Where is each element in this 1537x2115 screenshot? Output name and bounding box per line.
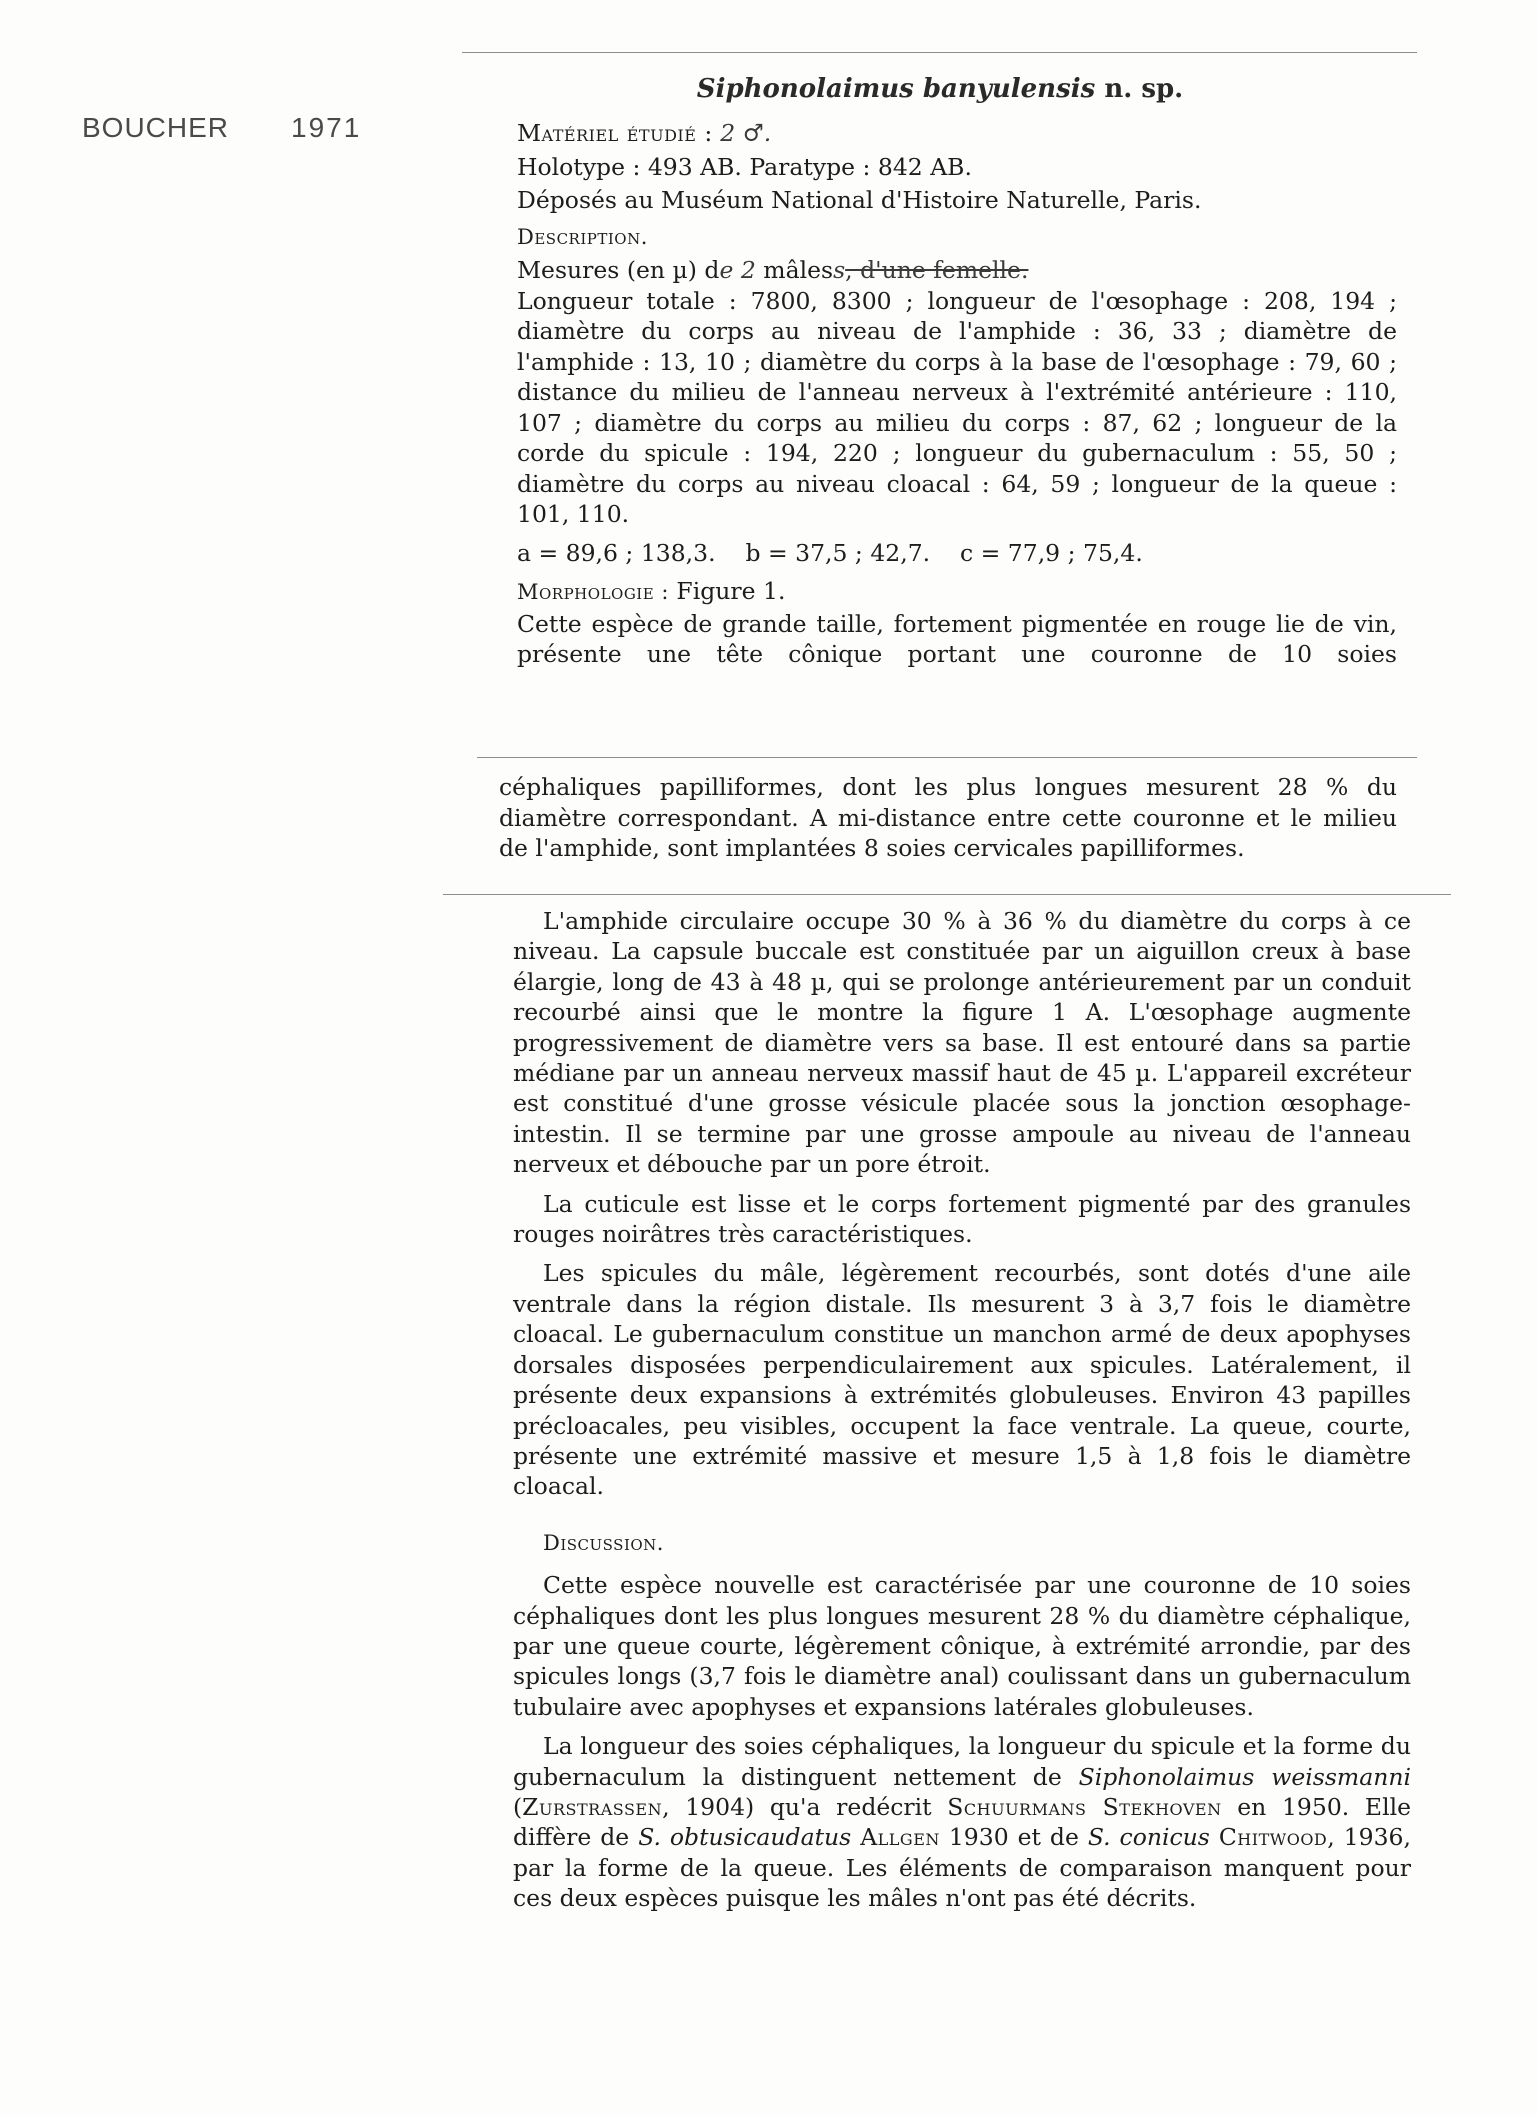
separator-rule-2 bbox=[443, 894, 1451, 895]
measures-handwritten-s: s bbox=[833, 256, 846, 284]
measures-line bbox=[517, 255, 1397, 286]
species-suffix: n. sp. bbox=[1104, 74, 1184, 104]
ratios-line bbox=[517, 538, 1397, 569]
morphology-heading bbox=[517, 576, 1397, 608]
description-heading: Description. bbox=[517, 224, 648, 249]
ratio-b: b = 37,5 ; 42,7. bbox=[745, 538, 931, 567]
author-ref: Schuurmans Stekhoven bbox=[947, 1792, 1222, 1821]
measures-handwritten: e 2 bbox=[719, 256, 756, 284]
author-ref: Chitwood bbox=[1218, 1823, 1328, 1852]
material-line bbox=[517, 118, 1397, 149]
ratio-a: a = 89,6 ; 138,3. bbox=[517, 538, 716, 567]
paragraph-spicules: Les spicules du mâle, légèrement recourbés, sont dotés d'une aile ventrale dans la région distale. Ils mesurent 3 à 3,7 fois le diamètre cloacal. Le gubernaculum constitue un manchon armé de deux apophyses dorsales disposées perpendiculairement aux spicules. Latéralement, il présente deux expansions à extrémités globuleuses. Environ 43 papilles précloacales, peu visibles, occupent la face ventrale. La queue, courte, présente une extrémité massive et mesure 1,5 à 1,8 fois le diamètre cloacal. bbox=[513, 1259, 1411, 1501]
species-ref: S. obtusicaudatus bbox=[638, 1823, 852, 1852]
species-ref: Siphonolaimus weissmanni bbox=[1078, 1762, 1411, 1791]
margin-note bbox=[82, 112, 361, 144]
main-text-block bbox=[513, 906, 1411, 1923]
morphology-continuation: céphaliques papilliformes, dont les plus longues mesurent 28 % du diamètre correspondant. A mi-distance entre cette couronne et le milieu de l'amphide, sont implantées 8 soies cervicales papilliformes. bbox=[499, 773, 1397, 862]
paragraph-cuticle: La cuticule est lisse et le corps fortement pigmenté par des granules rouges noirâtres très caractéristiques. bbox=[513, 1189, 1411, 1249]
top-rule bbox=[462, 52, 1417, 53]
material-value: 2 ♂. bbox=[720, 119, 772, 147]
species-title bbox=[460, 74, 1420, 104]
discussion-text: 1930 et de bbox=[939, 1823, 1088, 1852]
separator-rule-1 bbox=[477, 757, 1417, 758]
author-ref: Zurstrassen bbox=[522, 1792, 663, 1821]
morphology-intro: Cette espèce de grande taille, fortement pigmentée en rouge lie de vin, présente une tête cônique portant une couronne de 10 soies bbox=[517, 609, 1397, 668]
measures-struck: , d'une femelle. bbox=[845, 256, 1029, 284]
material-label: Matériel étudié : bbox=[517, 119, 713, 147]
ratio-c: c = 77,9 ; 75,4. bbox=[960, 538, 1143, 567]
discussion-heading: Discussion. bbox=[543, 1530, 664, 1555]
measures-males: mâles bbox=[755, 256, 834, 284]
margin-year: 1971 bbox=[291, 112, 362, 143]
measures-text: Longueur totale : 7800, 8300 ; longueur de l'œsophage : 208, 194 ; diamètre du corps au niveau de l'amphide : 36, 33 ; diamètre de l'amphide : 13, 10 ; diamètre du corps à la base de l'œsophage : 79, 60 ; distance du milieu de l'anneau nerveux à l'extrémité antérieure : 110, 107 ; diamètre du corps au milieu du corps : 87, 62 ; longueur de la corde du spicule : 194, 220 ; longueur du gubernaculum : 55, 50 ; diamètre du corps au niveau cloacal : 64, 59 ; longueur de la queue : 101, 110. bbox=[517, 286, 1397, 528]
species-ref: S. conicus bbox=[1087, 1823, 1210, 1852]
paragraph-amphide: L'amphide circulaire occupe 30 % à 36 % du diamètre du corps à ce niveau. La capsule buccale est constituée par un aiguillon creux à base élargie, long de 43 à 48 µ, qui se prolonge antérieurement par un conduit recourbé ainsi que le montre la figure 1 A. L'œsophage augmente progressivement de diamètre vers sa base. Il est entouré dans sa partie médiane par un anneau nerveux massif haut de 45 µ. L'appareil excréteur est constitué d'une grosse vésicule placée sous la jonction œsophage-intestin. Il se termine par une grosse ampoule au niveau de l'anneau nerveux et débouche par un pore étroit. bbox=[513, 907, 1411, 1179]
continuation-block bbox=[499, 772, 1397, 864]
morphology-label: Morphologie : bbox=[517, 580, 669, 604]
species-name: Siphonolaimus banyulensis bbox=[696, 74, 1096, 104]
discussion-text: , 1936, par la forme de la queue. Les éléments de comparaison manquent pour ces deux espèces puisque les mâles n'ont pas été décrits. bbox=[513, 1823, 1411, 1913]
description-block bbox=[517, 118, 1397, 673]
margin-author: BOUCHER bbox=[82, 112, 230, 143]
discussion-text: La longueur des soies céphaliques, la longueur du spicule et la forme du gubernaculum la distinguent nettement de bbox=[513, 1732, 1411, 1791]
discussion-paragraph-2 bbox=[513, 1731, 1411, 1913]
discussion-text: en 1950. Elle diffère de bbox=[513, 1792, 1412, 1852]
discussion-text bbox=[851, 1823, 860, 1851]
holotype-line: Holotype : 493 AB. Paratype : 842 AB. bbox=[517, 152, 972, 181]
measures-prefix: Mesures (en µ) d bbox=[517, 256, 720, 284]
deposit-line: Déposés au Muséum National d'Histoire Naturelle, Paris. bbox=[517, 186, 1202, 214]
discussion-text: , 1904) qu'a redécrit bbox=[662, 1792, 948, 1821]
discussion-paragraph-1: Cette espèce nouvelle est caractérisée par une couronne de 10 soies céphaliques dont les plus longues mesurent 28 % du diamètre céphalique, par une queue courte, légèrement cônique, à extrémité arrondie, par des spicules longs (3,7 fois le diamètre anal) coulissant dans un gubernaculum tubulaire avec apophyses et expansions latérales globuleuses. bbox=[513, 1571, 1411, 1721]
morphology-figure: Figure 1. bbox=[676, 577, 786, 605]
author-ref: Allgen bbox=[860, 1823, 940, 1852]
discussion-text: ( bbox=[513, 1792, 523, 1821]
discussion-text bbox=[1210, 1823, 1219, 1851]
